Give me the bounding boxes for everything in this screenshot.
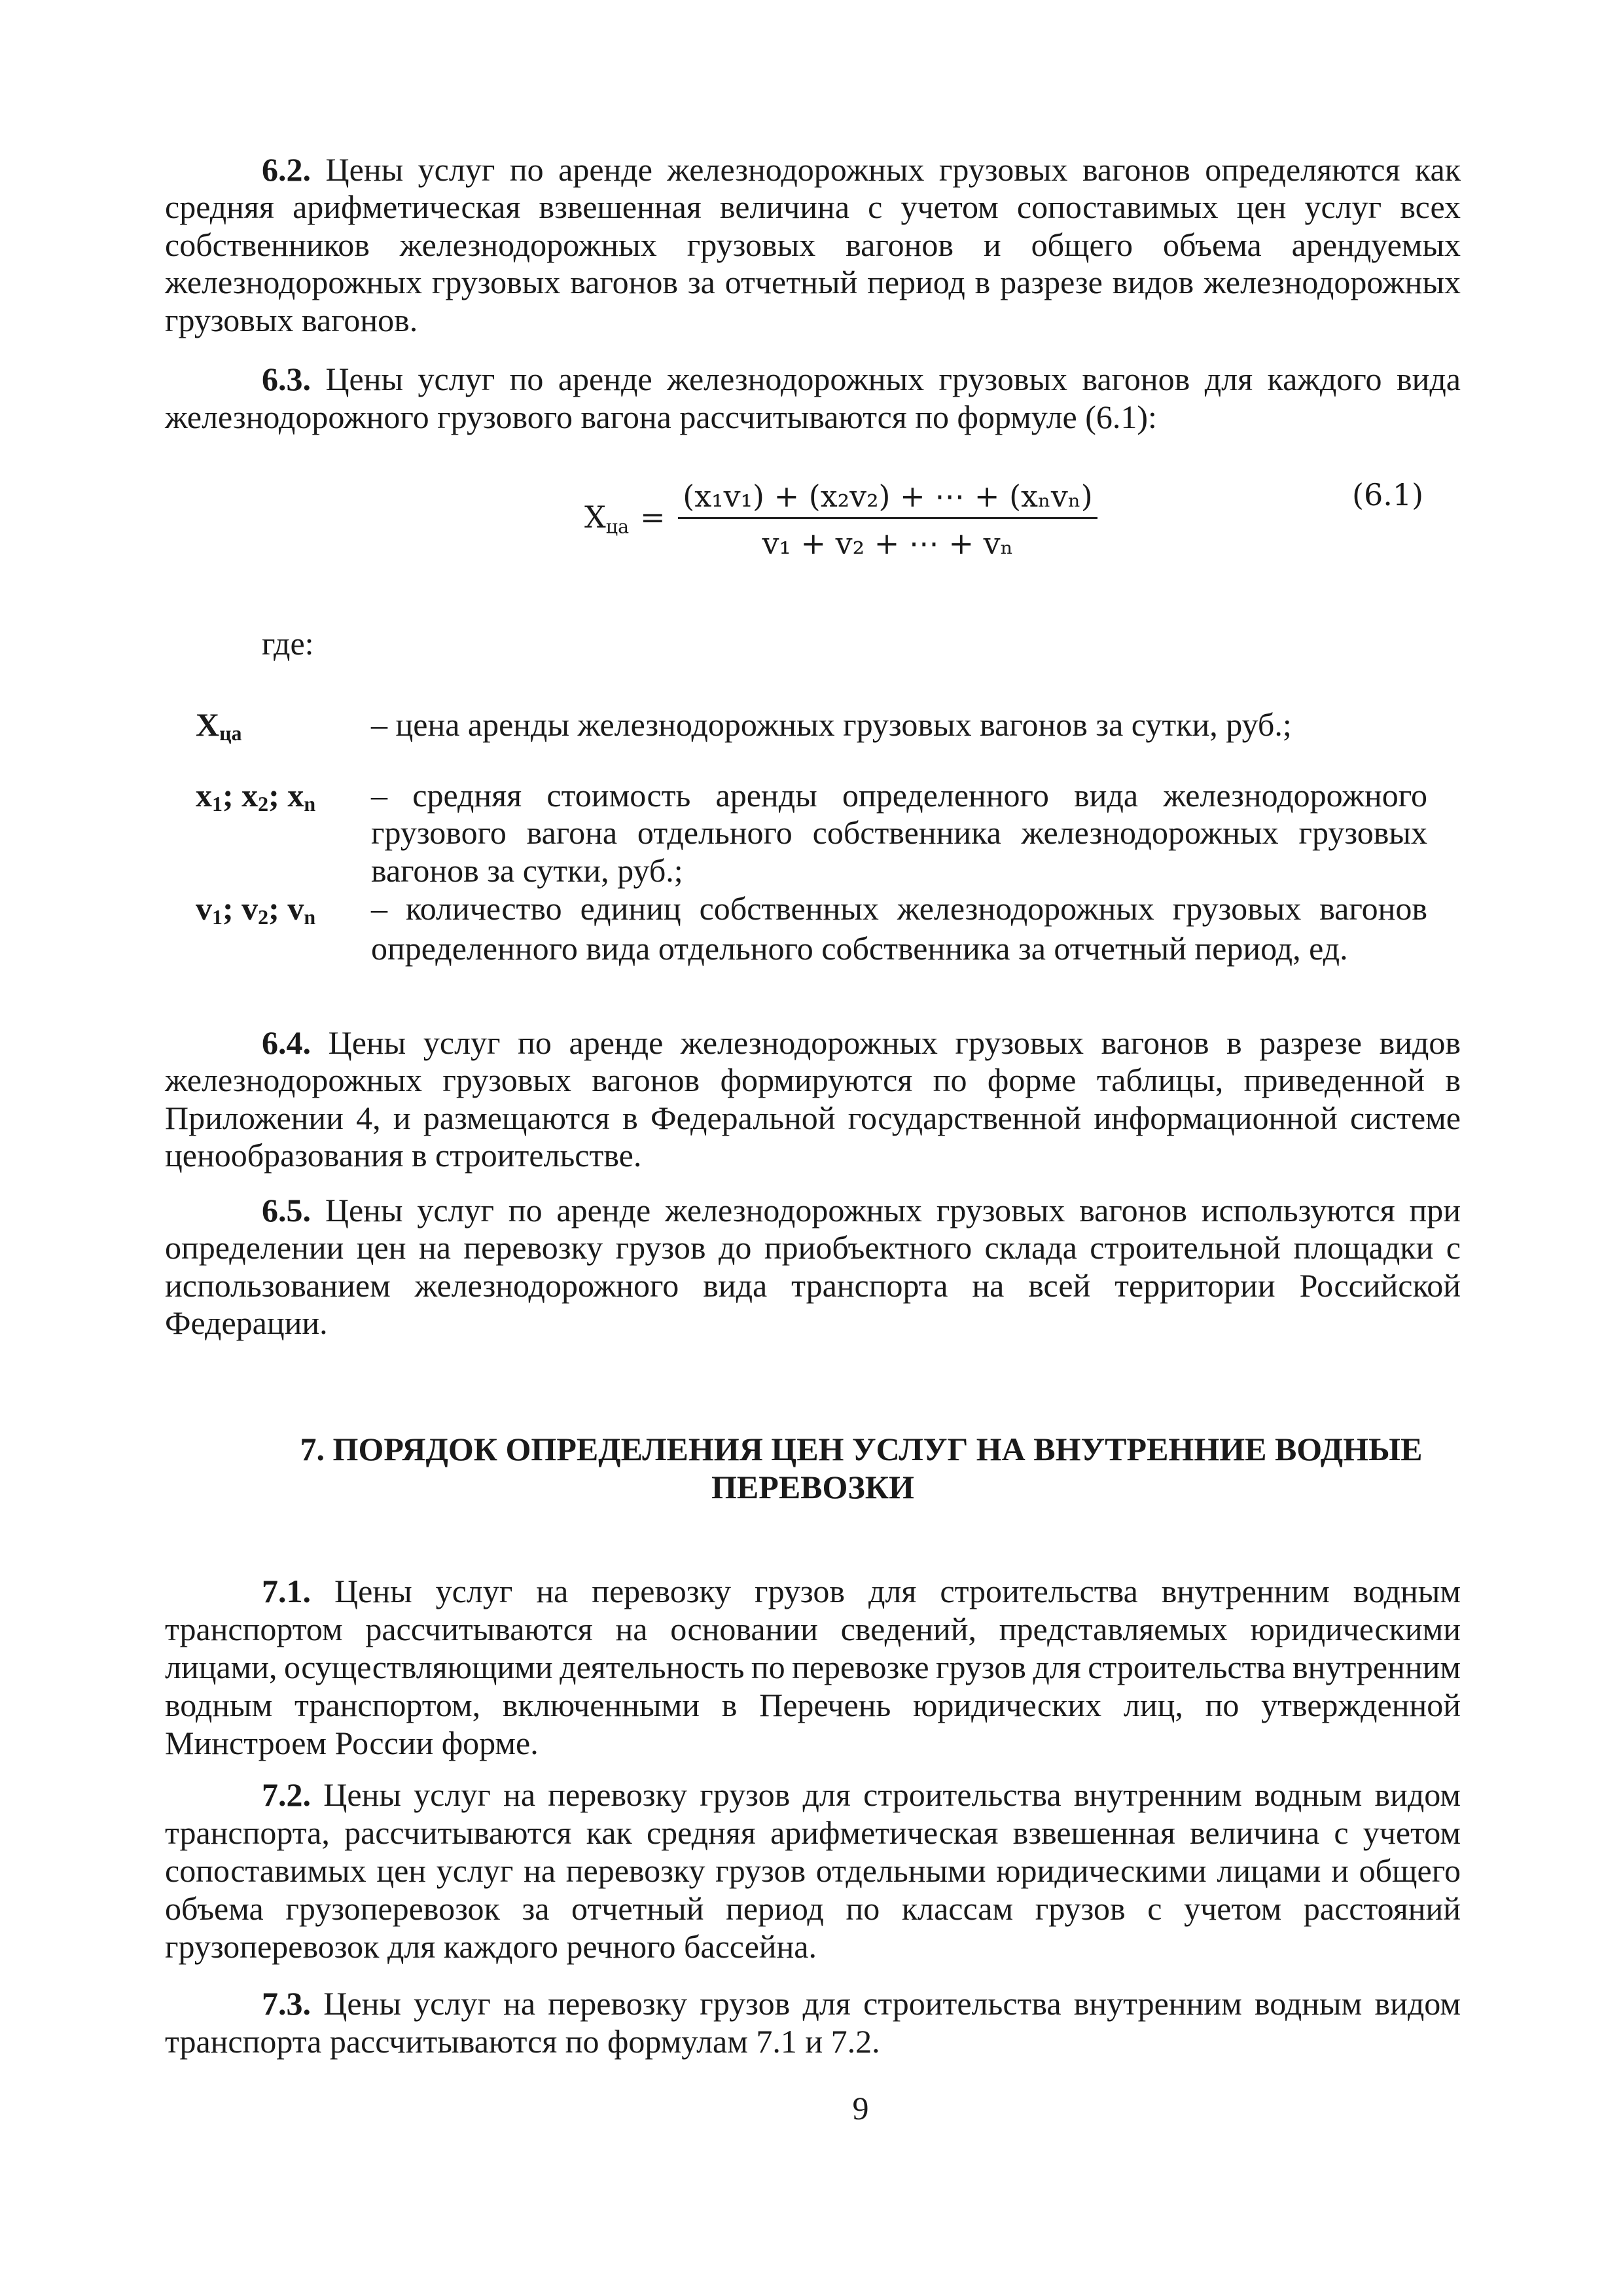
symbol-base: v: [287, 890, 304, 927]
paragraph-6-2-line-4: железнодорожных грузовых вагонов за отчетный период в разрезе видов железнодорожных: [165, 264, 1461, 300]
page-number: 9: [852, 2090, 869, 2126]
paragraph-7-3-line-1: [262, 1985, 1461, 2022]
paragraph-7-2-line-4: объема грузоперевозок за отчетный период по классам грузов с учетом расстояний: [165, 1890, 1461, 1927]
paragraph-6-2-line-2: средняя арифметическая взвешенная величина с учетом сопоставимых цен услуг всех: [165, 188, 1461, 225]
paragraph-7-1-line-5: Минстроем России форме.: [165, 1725, 539, 1761]
fraction-bar: [678, 517, 1097, 519]
formula-denominator: v₁ + v₂ + ⋯ + vₙ: [762, 526, 1014, 561]
definition-symbol: [196, 777, 359, 814]
section-7-title-line-2: ПЕРЕВОЗКИ: [711, 1469, 914, 1505]
line-text: Цены услуг на перевозку грузов для строительства внутренним водным видом: [323, 1985, 1461, 2022]
paragraph-6-2-line-1: [262, 151, 1461, 188]
formula-equals-sign: =: [640, 499, 666, 535]
clause-number: 7.3.: [262, 1985, 311, 2022]
paragraph-6-2-line-5: грузовых вагонов.: [165, 302, 418, 338]
line-text: Цены услуг по аренде железнодорожных грузовых вагонов в разрезе видов: [328, 1024, 1461, 1061]
symbol-subscript: 1: [212, 905, 223, 929]
symbol-subscript: 2: [258, 792, 269, 816]
symbol-base: v: [241, 890, 259, 927]
formula-lhs-subscript: ца: [605, 516, 630, 538]
paragraph-7-1-line-3: лицами, осуществляющими деятельность по перевозке грузов для строительства внутренним: [165, 1649, 1461, 1685]
paragraph-6-3-line-1: [262, 361, 1461, 398]
symbol-base: x: [287, 777, 304, 814]
section-7-title-line-1: 7. ПОРЯДОК ОПРЕДЕЛЕНИЯ ЦЕН УСЛУГ НА ВНУТРЕННИЕ ВОДНЫЕ: [300, 1431, 1423, 1467]
definition-text-line-2: определенного вида отдельного собственника за отчетный период, ед.: [371, 930, 1348, 967]
definition-text-line-1: – цена аренды железнодорожных грузовых вагонов за сутки, руб.;: [371, 706, 1292, 743]
formula-numerator: (x₁v₁) + (x₂v₂) + ⋯ + (xₙvₙ): [683, 478, 1093, 514]
clause-number: 6.4.: [262, 1024, 311, 1061]
symbol-base: Х: [196, 706, 220, 743]
symbol-subscript: 1: [212, 792, 223, 816]
formula-lhs: [584, 497, 629, 537]
paragraph-7-2-line-3: сопоставимых цен услуг на перевозку грузов отдельными юридическими лицами и общего: [165, 1852, 1461, 1889]
paragraph-7-2-line-2: транспорта, рассчитываются как средняя арифметическая взвешенная величина с учетом: [165, 1814, 1461, 1851]
symbol-separator: ;: [268, 777, 279, 814]
symbol-base: x: [241, 777, 259, 814]
definition-text-line-3: вагонов за сутки, руб.;: [371, 852, 683, 889]
definition-symbol: [196, 890, 359, 927]
paragraph-6-3-line-2: железнодорожного грузового вагона рассчитываются по формуле (6.1):: [165, 399, 1157, 435]
paragraph-7-2-line-1: [262, 1776, 1461, 1814]
symbol-separator: ;: [268, 890, 279, 927]
symbol-separator: ;: [223, 890, 234, 927]
clause-number: 6.5.: [262, 1192, 311, 1229]
where-label: где:: [262, 625, 314, 662]
symbol-separator: ;: [223, 777, 234, 814]
paragraph-6-2-line-3: собственников железнодорожных грузовых вагонов и общего объема арендуемых: [165, 226, 1461, 263]
paragraph-6-5-line-1: [262, 1192, 1461, 1229]
paragraph-7-2-line-5: грузоперевозок для каждого речного бассейна.: [165, 1928, 817, 1965]
clause-number: 7.2.: [262, 1776, 311, 1813]
formula-number: (6.1): [1352, 477, 1424, 512]
paragraph-7-1-line-4: водным транспортом, включенными в Перечень юридических лиц, по утвержденной: [165, 1687, 1461, 1723]
symbol-base: x: [196, 777, 212, 814]
paragraph-6-4-line-2: железнодорожных грузовых вагонов формируются по форме таблицы, приведенной в: [165, 1062, 1461, 1098]
paragraph-6-4-line-3: Приложении 4, и размещаются в Федеральной государственной информационной системе: [165, 1100, 1461, 1136]
definition-symbol: [196, 706, 359, 744]
clause-number: 7.1.: [262, 1573, 311, 1609]
paragraph-6-4-line-4: ценообразования в строительстве.: [165, 1137, 642, 1174]
symbol-subscript: n: [304, 905, 316, 929]
paragraph-6-5-line-3: использованием железнодорожного вида транспорта на всей территории Российской: [165, 1267, 1461, 1304]
paragraph-6-4-line-1: [262, 1024, 1461, 1062]
definition-text-line-1: – средняя стоимость аренды определенного вида железнодорожного: [371, 777, 1427, 814]
paragraph-7-1-line-1: [262, 1573, 1461, 1610]
formula-lhs-symbol: Х: [584, 499, 606, 535]
line-text: Цены услуг на перевозку грузов для строительства внутренним водным видом: [323, 1776, 1461, 1813]
clause-number: 6.3.: [262, 361, 311, 397]
paragraph-7-1-line-2: транспортом рассчитываются на основании сведений, представляемых юридическими: [165, 1611, 1461, 1647]
symbol-subscript: n: [304, 792, 316, 816]
paragraph-7-3-line-2: транспорта рассчитываются по формулам 7.1 и 7.2.: [165, 2023, 880, 2060]
line-text: Цены услуг по аренде железнодорожных грузовых вагонов используются при: [325, 1192, 1461, 1229]
symbol-subscript: 2: [258, 905, 269, 929]
symbol-subscript: ца: [219, 721, 242, 745]
paragraph-6-5-line-4: Федерации.: [165, 1304, 328, 1341]
definition-text-line-2: грузового вагона отдельного собственника железнодорожных грузовых: [371, 814, 1427, 851]
line-text: Цены услуг по аренде железнодорожных грузовых вагонов определяются как: [325, 151, 1461, 188]
clause-number: 6.2.: [262, 151, 311, 188]
paragraph-6-5-line-2: определении цен на перевозку грузов до приобъектного склада строительной площадки с: [165, 1229, 1461, 1266]
symbol-base: v: [196, 890, 212, 927]
definition-text-line-1: – количество единиц собственных железнодорожных грузовых вагонов: [371, 890, 1427, 927]
line-text: Цены услуг на перевозку грузов для строительства внутренним водным: [334, 1573, 1461, 1609]
line-text: Цены услуг по аренде железнодорожных грузовых вагонов для каждого вида: [325, 361, 1461, 397]
